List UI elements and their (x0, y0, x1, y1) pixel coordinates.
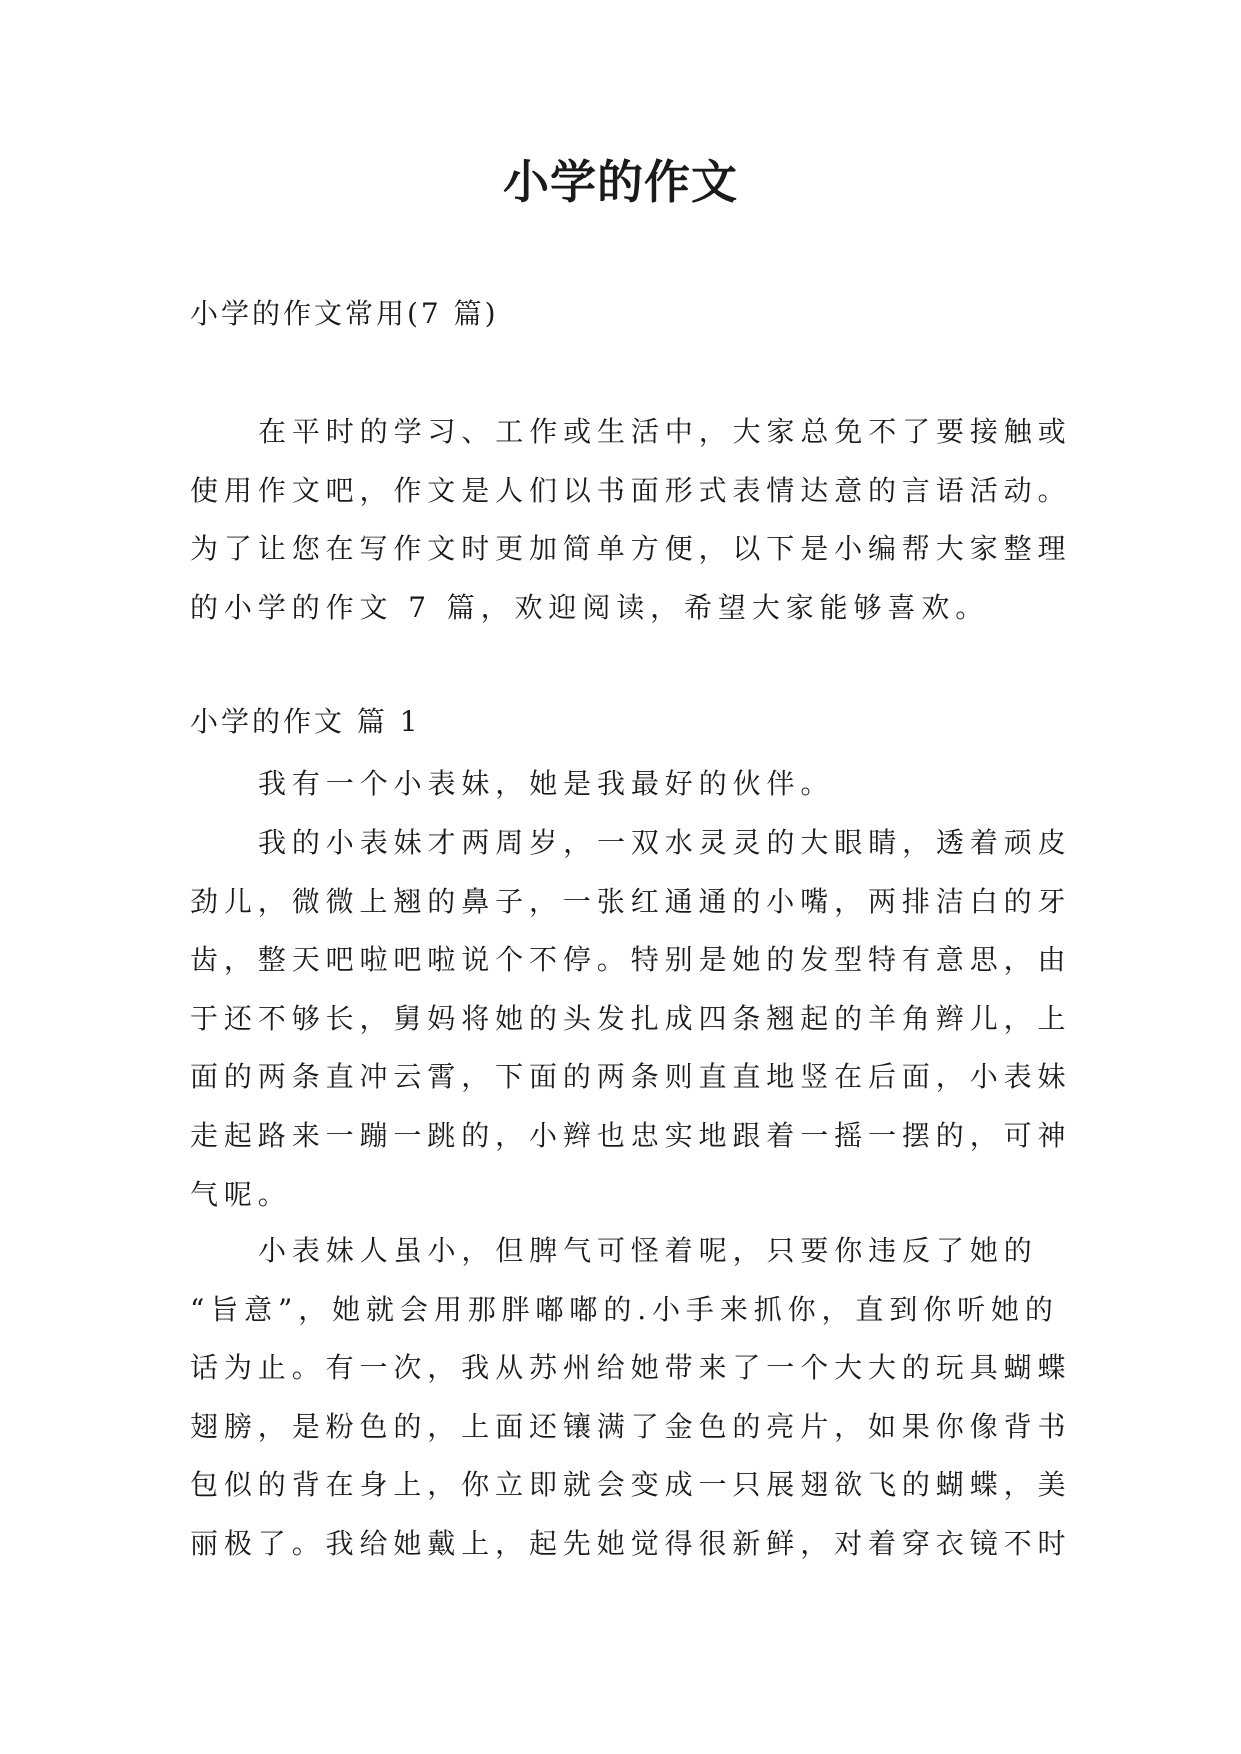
intro-line: 为了让您在写作文时更加简单方便，以下是小编帮大家整理 (190, 532, 1072, 566)
paragraph-line: 小表妹人虽小，但脾气可怪着呢，只要你违反了她的 (258, 1234, 1038, 1267)
paragraph-line: 包似的背在身上，你立即就会变成一只展翅欲飞的蝴蝶，美 (190, 1468, 1072, 1502)
paragraph-line: 翅膀，是粉色的，上面还镶满了金色的亮片，如果你像背书 (190, 1409, 1072, 1443)
intro-paragraph (190, 403, 1072, 637)
section-heading: 小学的作文 篇 1 (190, 705, 421, 738)
body-paragraph-1 (190, 755, 1058, 814)
paragraph-line: 劲儿，微微上翘的鼻子，一张红通通的小嘴，两排洁白的牙 (190, 884, 1072, 918)
body-paragraph-3 (190, 1222, 1072, 1574)
paragraph-line: 丽极了。我给她戴上，起先她觉得很新鲜，对着穿衣镜不时 (190, 1526, 1072, 1560)
paragraph-line: “旨意”，她就会用那胖嘟嘟的.小手来抓你，直到你听她的 (190, 1292, 1059, 1326)
document-subtitle: 小学的作文常用(7 篇) (190, 297, 499, 330)
paragraph-line: 面的两条直冲云霄，下面的两条则直直地竖在后面，小表妹 (190, 1060, 1072, 1094)
paragraph-line: 气呢。 (190, 1177, 292, 1211)
paragraph-line: 我的小表妹才两周岁，一双水灵灵的大眼睛，透着顽皮 (258, 826, 1072, 859)
intro-line: 使用作文吧，作文是人们以书面形式表情达意的言语活动。 (190, 473, 1072, 507)
paragraph-line: 我有一个小表妹，她是我最好的伙伴。 (258, 767, 835, 800)
paragraph-line: 齿，整天吧啦吧啦说个不停。特别是她的发型特有意思，由 (190, 943, 1072, 977)
paragraph-line: 于还不够长，舅妈将她的头发扎成四条翘起的羊角辫儿，上 (190, 1001, 1072, 1035)
document-title: 小学的作文 (503, 155, 738, 209)
intro-line: 的小学的作文 7 篇，欢迎阅读，希望大家能够喜欢。 (190, 590, 990, 624)
intro-line: 在平时的学习、工作或生活中，大家总免不了要接触或 (258, 415, 1072, 448)
body-paragraph-2 (190, 814, 1072, 1224)
paragraph-line: 走起路来一蹦一跳的，小辫也忠实地跟着一摇一摆的，可神 (190, 1118, 1072, 1152)
paragraph-line: 话为止。有一次，我从苏州给她带来了一个大大的玩具蝴蝶 (190, 1351, 1072, 1385)
